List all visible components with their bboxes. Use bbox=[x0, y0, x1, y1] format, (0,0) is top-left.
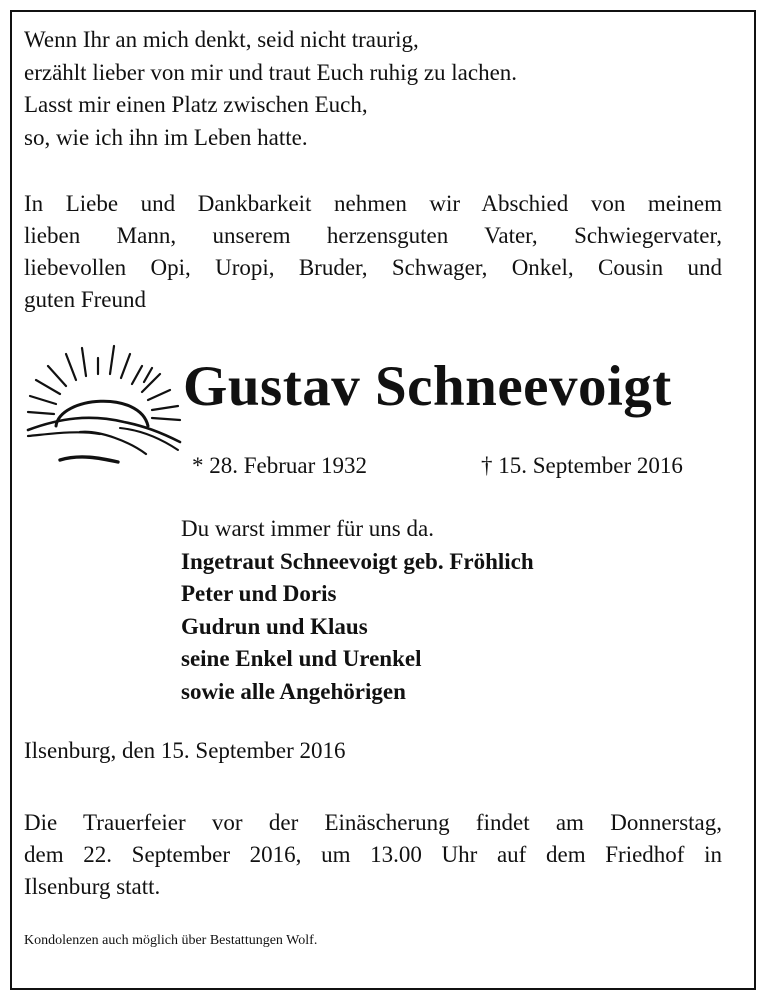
death-date: † 15. September 2016 bbox=[481, 453, 683, 478]
condolence-note: Kondolenzen auch möglich über Bestattungen Wolf. bbox=[24, 933, 318, 948]
funeral-service-info bbox=[24, 807, 722, 903]
family-member: Ingetraut Schneevoigt geb. Fröhlich bbox=[181, 548, 534, 574]
service-line: Die Trauerfeier vor der Einäscherung findet am Donnerstag, bbox=[24, 810, 722, 835]
intro-line: liebevollen Opi, Uropi, Bruder, Schwager, Onkel, Cousin und bbox=[24, 255, 722, 280]
deceased-name: Gustav Schneevoigt bbox=[183, 355, 672, 418]
family-member: Gudrun und Klaus bbox=[181, 613, 368, 639]
poem-line: erzählt lieber von mir und traut Euch ruhig zu lachen. bbox=[24, 59, 518, 85]
service-line: Ilsenburg statt. bbox=[24, 874, 161, 899]
family-member: seine Enkel und Urenkel bbox=[181, 646, 422, 671]
poem-line: Wenn Ihr an mich denkt, seid nicht traurig, bbox=[24, 27, 419, 52]
sunset-over-hills-icon bbox=[20, 338, 186, 473]
family-member: sowie alle Angehörigen bbox=[181, 678, 406, 704]
place-and-date: Ilsenburg, den 15. September 2016 bbox=[24, 738, 346, 763]
intro-line: guten Freund bbox=[24, 287, 147, 312]
service-line: dem 22. September 2016, um 13.00 Uhr auf dem Friedhof in bbox=[24, 842, 722, 867]
poem bbox=[24, 24, 517, 154]
family-signatures bbox=[181, 513, 534, 708]
poem-line: so, wie ich ihn im Leben hatte. bbox=[24, 124, 308, 150]
birth-date: * 28. Februar 1932 bbox=[192, 453, 368, 478]
intro-line: In Liebe und Dankbarkeit nehmen wir Abschied von meinem bbox=[24, 191, 722, 216]
family-intro-line: Du warst immer für uns da. bbox=[181, 516, 434, 541]
intro-line: lieben Mann, unserem herzensguten Vater, Schwiegervater, bbox=[24, 223, 722, 248]
intro-text bbox=[24, 188, 722, 316]
poem-line: Lasst mir einen Platz zwischen Euch, bbox=[24, 92, 368, 117]
family-member: Peter und Doris bbox=[181, 581, 337, 606]
